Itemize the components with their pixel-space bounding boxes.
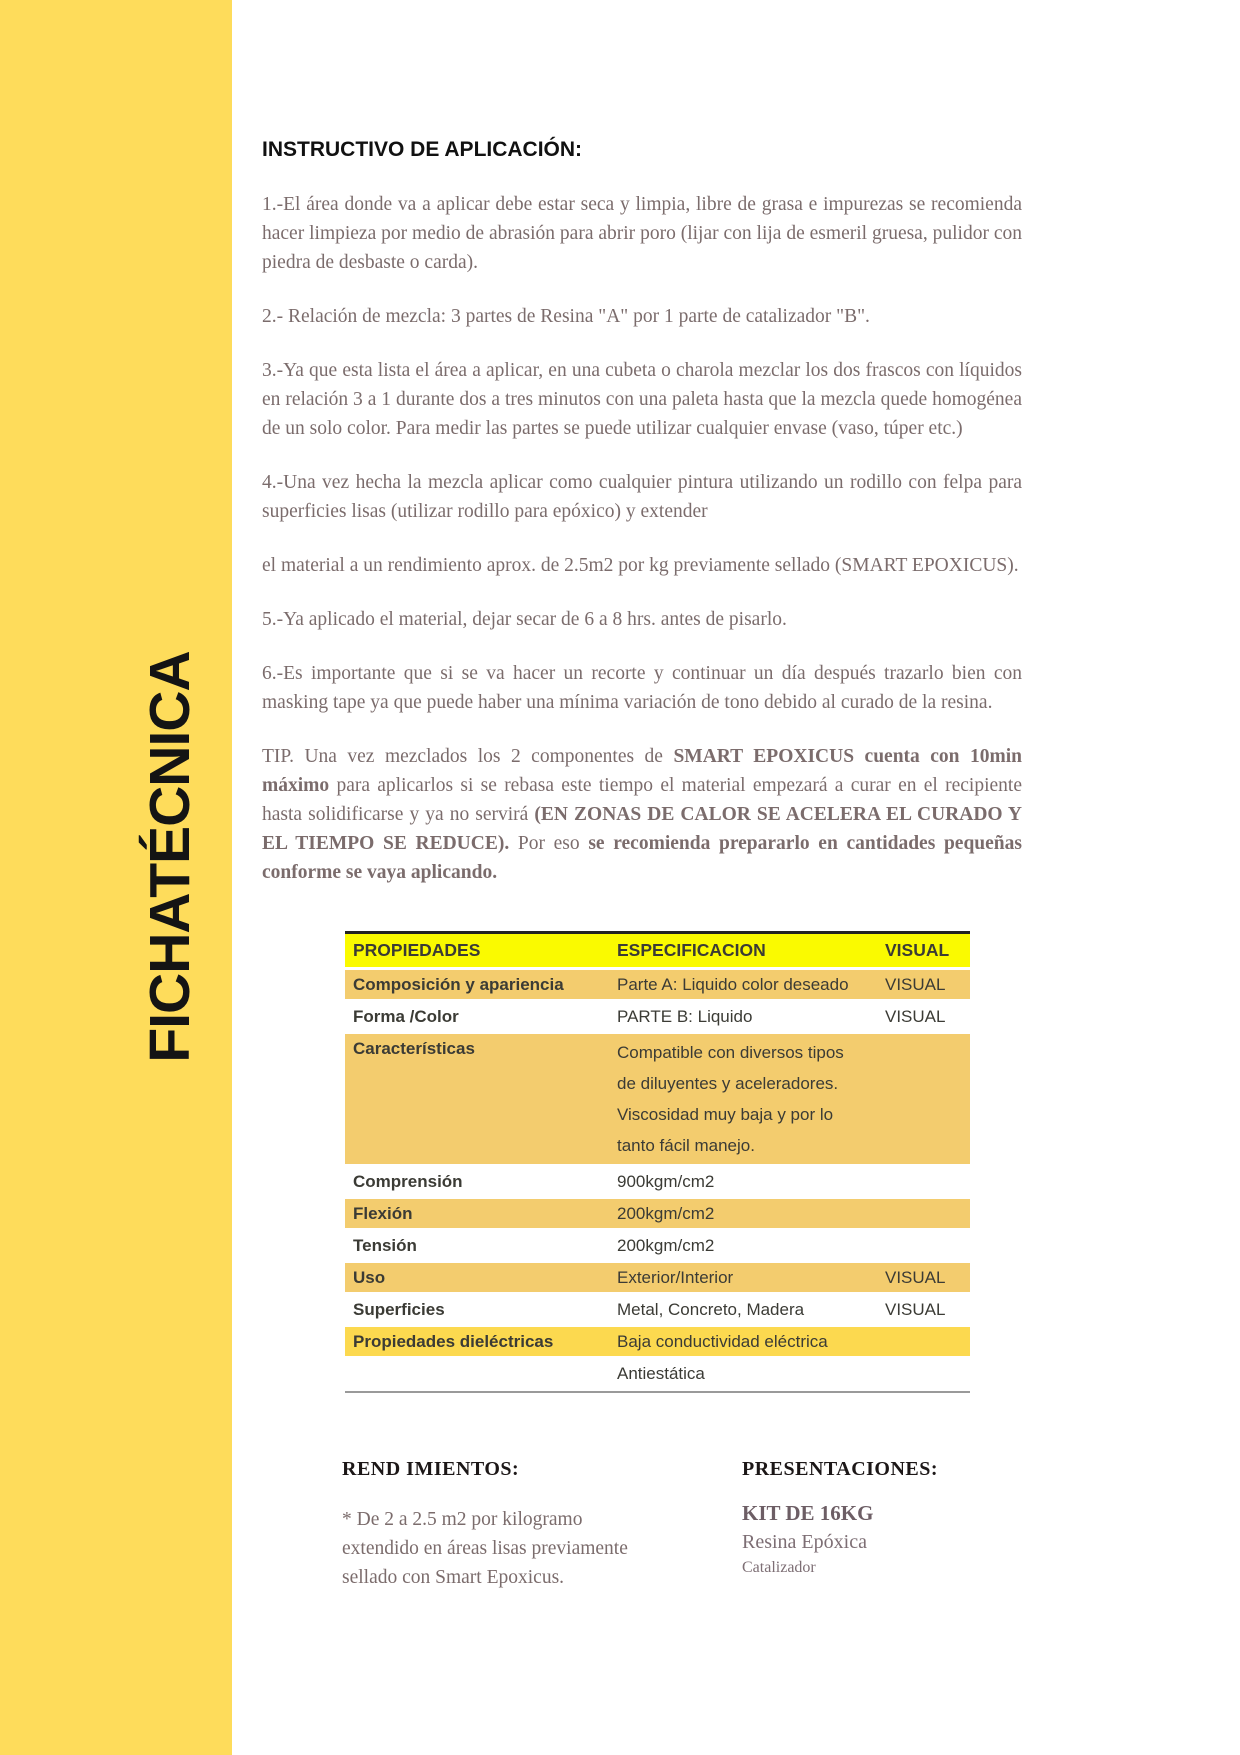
table-row	[345, 970, 970, 1002]
properties-table	[345, 931, 970, 1393]
paragraph	[262, 356, 1022, 443]
table-cell	[877, 1199, 970, 1228]
vertical-page-title: FICHATÉCNICA	[138, 651, 202, 1063]
table-header-propiedades: PROPIEDADES	[353, 940, 481, 960]
table-row	[345, 1359, 970, 1391]
table-cell-line: de diluyentes y aceleradores.	[617, 1074, 839, 1093]
bold-text-run: SMART EPOXICUS cuenta con 10min máximo	[262, 746, 1022, 796]
catalizador-label: Catalizador	[742, 1559, 816, 1576]
table-cell: Antiestática	[617, 1364, 705, 1383]
table-row	[345, 1231, 970, 1263]
table-body	[345, 970, 970, 1391]
paragraph	[262, 190, 1022, 277]
table-row	[345, 1327, 970, 1359]
table-cell: Características	[353, 1039, 475, 1058]
table-cell: Exterior/Interior	[617, 1268, 734, 1287]
table-row	[345, 1263, 970, 1295]
table-cell-line: Compatible con diversos tipos	[617, 1043, 844, 1062]
table-row	[345, 1002, 970, 1034]
paragraph	[262, 551, 1022, 580]
bold-text-run: (EN ZONAS DE CALOR SE ACELERA EL CURADO Y EL TIEMPO SE REDUCE).	[262, 804, 1022, 854]
table-cell: Composición y apariencia	[353, 975, 564, 994]
table-cell: Forma /Color	[353, 1007, 459, 1026]
table-cell: 900kgm/cm2	[617, 1172, 715, 1191]
paragraph	[262, 468, 1022, 526]
text-run: 5.-Ya aplicado el material, dejar secar de 6 a 8 hrs. antes de pisarlo.	[262, 609, 787, 630]
kit-label: KIT DE 16KG	[742, 1501, 874, 1525]
table-cell: Parte A: Liquido color deseado	[617, 975, 849, 994]
table-cell: Metal, Concreto, Madera	[617, 1300, 805, 1319]
table-cell: VISUAL	[885, 1268, 946, 1287]
main-content	[262, 0, 1022, 1393]
table-cell: Tensión	[353, 1236, 417, 1255]
table-cell: Baja conductividad eléctrica	[617, 1332, 828, 1351]
rendimientos-heading: REND IMIENTOS:	[342, 1458, 520, 1480]
table-cell	[877, 1167, 970, 1196]
instructions-paragraphs	[262, 190, 1022, 887]
table-cell: Propiedades dieléctricas	[353, 1332, 554, 1351]
resina-label: Resina Epóxica	[742, 1531, 867, 1553]
table-row	[345, 1167, 970, 1199]
table-cell-line: Viscosidad muy baja y por lo	[617, 1105, 834, 1124]
table-cell	[609, 1034, 877, 1164]
table-cell	[877, 1231, 970, 1260]
table-cell-line: tanto fácil manejo.	[617, 1136, 755, 1155]
text-run: 1.-El área donde va a aplicar debe estar seca y limpia, libre de grasa e impurezas se recomienda hacer limpieza por medio de abrasión para abrir poro (lijar con lija de esmeril gruesa, pulidor con piedra de desbaste o carda).	[262, 194, 1022, 273]
table-cell: VISUAL	[885, 1300, 946, 1319]
table-row	[345, 1034, 970, 1167]
table-cell: Uso	[353, 1268, 386, 1287]
paragraph	[262, 659, 1022, 717]
table-cell	[345, 1359, 609, 1388]
section-title: INSTRUCTIVO DE APLICACIÓN:	[262, 138, 583, 161]
table-cell: PARTE B: Liquido	[617, 1007, 753, 1026]
table-header-especificacion: ESPECIFICACION	[617, 940, 766, 960]
table-cell: VISUAL	[885, 975, 946, 994]
table-cell: VISUAL	[885, 1007, 946, 1026]
table-cell: 200kgm/cm2	[617, 1204, 715, 1223]
rendimientos-section	[342, 1458, 672, 1592]
text-run: TIP. Una vez mezclados los 2 componentes de	[262, 746, 674, 767]
rendimientos-note: * De 2 a 2.5 m2 por kilogramo extendido en áreas lisas previamente sellado con Smart Epoxicus.	[342, 1509, 628, 1588]
paragraph	[262, 742, 1022, 887]
presentaciones-heading: PRESENTACIONES:	[742, 1458, 939, 1480]
table-cell	[877, 1327, 970, 1356]
table-row	[345, 1295, 970, 1327]
text-run: para aplicarlos si se rebasa este tiempo el material empezará a curar en el recipiente hasta solidificarse y ya no servirá	[262, 775, 1022, 825]
table-cell: Superficies	[353, 1300, 445, 1319]
text-run: 6.-Es importante que si se va hacer un recorte y continuar un día después trazarlo bien con masking tape ya que puede haber una mínima variación de tono debido al curado de la resina.	[262, 663, 1022, 713]
table-cell	[877, 1359, 970, 1388]
table-cell	[877, 1034, 970, 1164]
bold-text-run: se recomienda prepararlo en cantidades pequeñas conforme se vaya aplicando.	[262, 833, 1022, 883]
table-cell: 200kgm/cm2	[617, 1236, 715, 1255]
text-run: el material a un rendimiento aprox. de 2.5m2 por kg previamente sellado (SMART EPOXICUS).	[262, 555, 1019, 576]
text-run: 2.- Relación de mezcla: 3 partes de Resina "A" por 1 parte de catalizador "B".	[262, 306, 870, 327]
table-cell: Comprensión	[353, 1172, 463, 1191]
text-run: Por eso	[509, 833, 589, 854]
text-run: 4.-Una vez hecha la mezcla aplicar como cualquier pintura utilizando un rodillo con felpa para superficies lisas (utilizar rodillo para epóxico) y extender	[262, 472, 1022, 522]
table-cell: Flexión	[353, 1204, 413, 1223]
table-header-visual: VISUAL	[885, 940, 950, 960]
presentaciones-section	[742, 1458, 1042, 1577]
paragraph	[262, 302, 1022, 331]
text-run: 3.-Ya que esta lista el área a aplicar, en una cubeta o charola mezclar los dos frascos con líquidos en relación 3 a 1 durante dos a tres minutos con una paleta hasta que la mezcla quede homogénea de un solo color. Para medir las partes se puede utilizar cualquier envase (vaso, túper etc.)	[262, 360, 1022, 439]
table-row	[345, 1199, 970, 1231]
table-header-row	[345, 934, 970, 970]
paragraph	[262, 605, 1022, 634]
